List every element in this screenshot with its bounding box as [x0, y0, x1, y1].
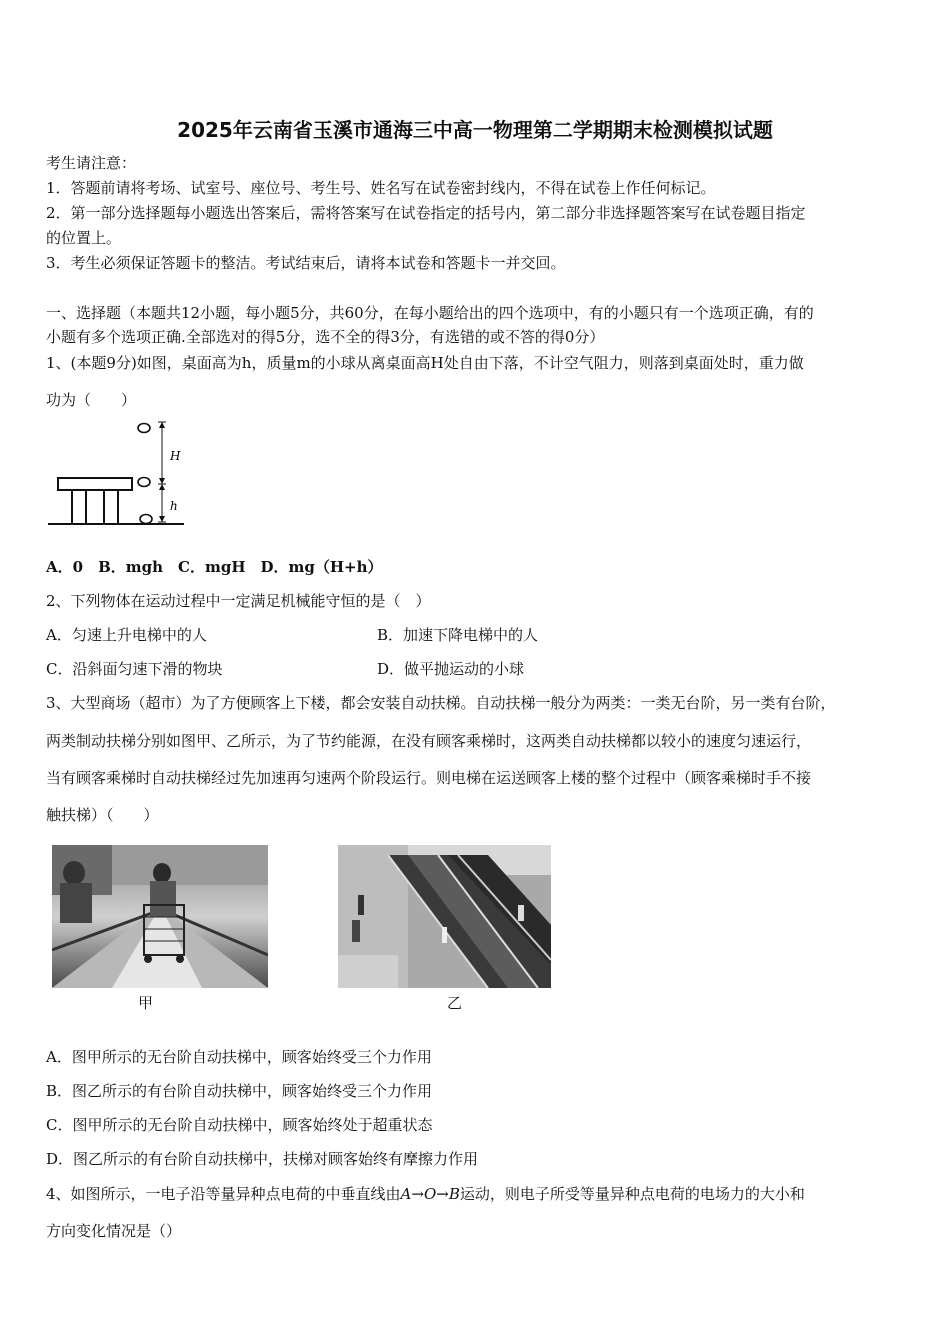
question-4-stem: 方向变化情况是（） [46, 1222, 182, 1240]
question-3-option-d: D．图乙所示的有台阶自动扶梯中，扶梯对顾客始终有摩擦力作用 [46, 1150, 479, 1168]
section-intro: 一、选择题（本题共12小题，每小题5分，共60分，在每小题给出的四个选项中，有的小题只有一个选项正确，有的 [46, 304, 814, 322]
question-3-option-c: C．图甲所示的无台阶自动扶梯中，顾客始终处于超重状态 [46, 1116, 433, 1134]
question-3-stem: 两类制动扶梯分别如图甲、乙所示，为了节约能源，在没有顾客乘梯时，这两类自动扶梯都以较小的速度匀速运行， [46, 732, 812, 750]
photo-caption-left: 甲 [138, 994, 154, 1012]
question-1-stem: 1、(本题9分)如图，桌面高为h，质量m的小球从离桌面高H处自由下落，不计空气阻力，则落到桌面处时，重力做 [46, 354, 804, 372]
question-4-text-post: 运动，则电子所受等量异种点电荷的电场力的大小和 [459, 1185, 805, 1203]
question-3-stem: 3、大型商场（超市）为了方便顾客上下楼，都会安装自动扶梯。自动扶梯一般分为两类：一类无台阶，另一类有台阶， [46, 694, 836, 712]
question-2-option-c: C．沿斜面匀速下滑的物块 [46, 660, 223, 678]
photo-caption-right: 乙 [447, 994, 463, 1012]
question-4-stem [46, 1183, 805, 1204]
question-4-path: A→O→B [400, 1185, 460, 1203]
notice-item: 1．答题前请将考场、试室号、座位号、考生号、姓名写在试卷密封线内，不得在试卷上作任何标记。 [46, 179, 716, 197]
section-intro: 小题有多个选项正确.全部选对的得5分，选不全的得3分，有选错的或不答的得0分） [46, 328, 605, 346]
notice-item: 3．考生必须保证答题卡的整洁。考试结束后，请将本试卷和答题卡一并交回。 [46, 254, 566, 272]
question-3-option-b: B．图乙所示的有台阶自动扶梯中，顾客始终受三个力作用 [46, 1082, 433, 1100]
escalator-photo-stepped [338, 845, 551, 988]
question-3-option-a: A．图甲所示的无台阶自动扶梯中，顾客始终受三个力作用 [46, 1048, 432, 1066]
question-1-stem: 功为（ ） [46, 391, 137, 409]
notice-item: 的位置上。 [46, 229, 122, 247]
question-2-option-d: D．做平抛运动的小球 [377, 660, 525, 678]
question-2-option-a: A．匀速上升电梯中的人 [46, 626, 207, 644]
page-title: 2025年云南省玉溪市通海三中高一物理第二学期期末检测模拟试题 [177, 118, 773, 142]
question-1-figure [46, 418, 186, 528]
escalator-photo-flat [52, 845, 268, 988]
question-3-stem: 当有顾客乘梯时自动扶梯经过先加速再匀速两个阶段运行。则电梯在运送顾客上楼的整个过程中（顾客乘梯时手不接 [46, 769, 812, 787]
notice-heading: 考生请注意： [46, 154, 137, 172]
notice-item: 2．第一部分选择题每小题选出答案后，需将答案写在试卷指定的括号内，第二部分非选择题答案写在试卷题目指定 [46, 204, 806, 222]
question-2-option-b: B．加速下降电梯中的人 [377, 626, 539, 644]
height-h-label: h [170, 499, 178, 513]
question-2-stem: 2、下列物体在运动过程中一定满足机械能守恒的是（ ） [46, 592, 431, 610]
question-1-options: A．0 B．mgh C．mgH D．mg（H+h） [46, 558, 383, 576]
height-H-label: H [170, 449, 181, 463]
question-4-text-pre: 4、如图所示，一电子沿等量异种点电荷的中垂直线由 [46, 1185, 401, 1203]
question-3-stem: 触扶梯）（ ） [46, 806, 159, 824]
